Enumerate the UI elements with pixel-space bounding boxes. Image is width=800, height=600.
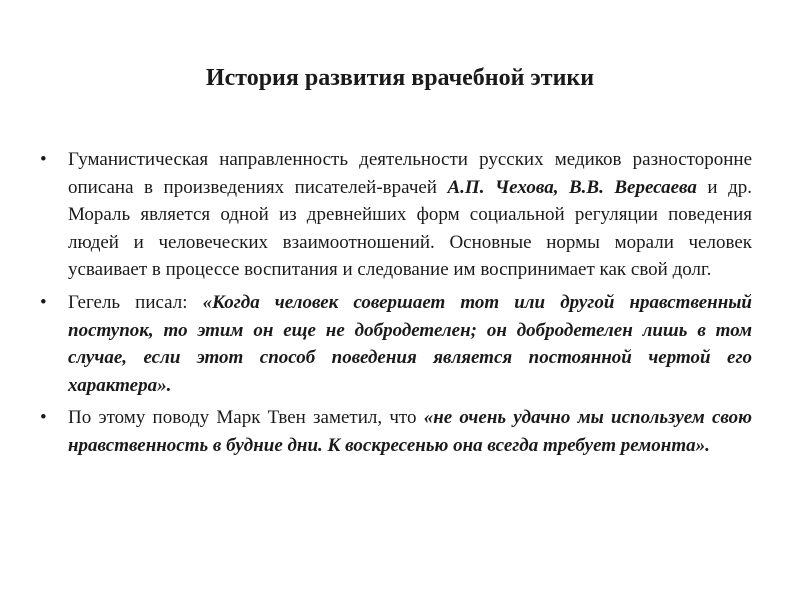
bullet-text: По этому поводу Марк Твен заметил, что: [68, 407, 424, 429]
hegel-quote: «Когда человек совершает тот или другой нравственный поступок, то этим он еще не добродетелен; он добродетелен лишь в том случае, если этот способ поведения является постоянной чертой его характера».: [68, 291, 752, 396]
emphasized-names: А.П. Чехова, В.В. Вересаева: [447, 176, 697, 198]
slide-title: История развития врачебной этики: [205, 65, 595, 91]
bullet-item-hegel: [40, 289, 752, 399]
bullet-item-twain: [40, 404, 752, 459]
bullet-dot: •: [40, 149, 47, 170]
bullet-list: [40, 146, 752, 465]
bullet-dot: •: [40, 291, 47, 313]
bullet-item-writers: [40, 146, 752, 284]
bullet-text: Гегель писал:: [68, 291, 203, 313]
bullet-dot: •: [40, 407, 47, 429]
bullet-text: и др. Мораль является одной из древнейших форм социальной регуляции поведения людей и человеческих взаимоотношений. Основные нормы морали человек усваивает в процессе воспитания и следование им воспринимает как свой долг.: [68, 176, 752, 281]
bullet-text: Гуманистическая направленность деятельности русских медиков разносторонне описана в произведениях писателей-врачей: [68, 149, 752, 198]
twain-quote: «не очень удачно мы используем свою нравственность в будние дни. К воскресенью она всегда требует ремонта».: [68, 407, 752, 456]
